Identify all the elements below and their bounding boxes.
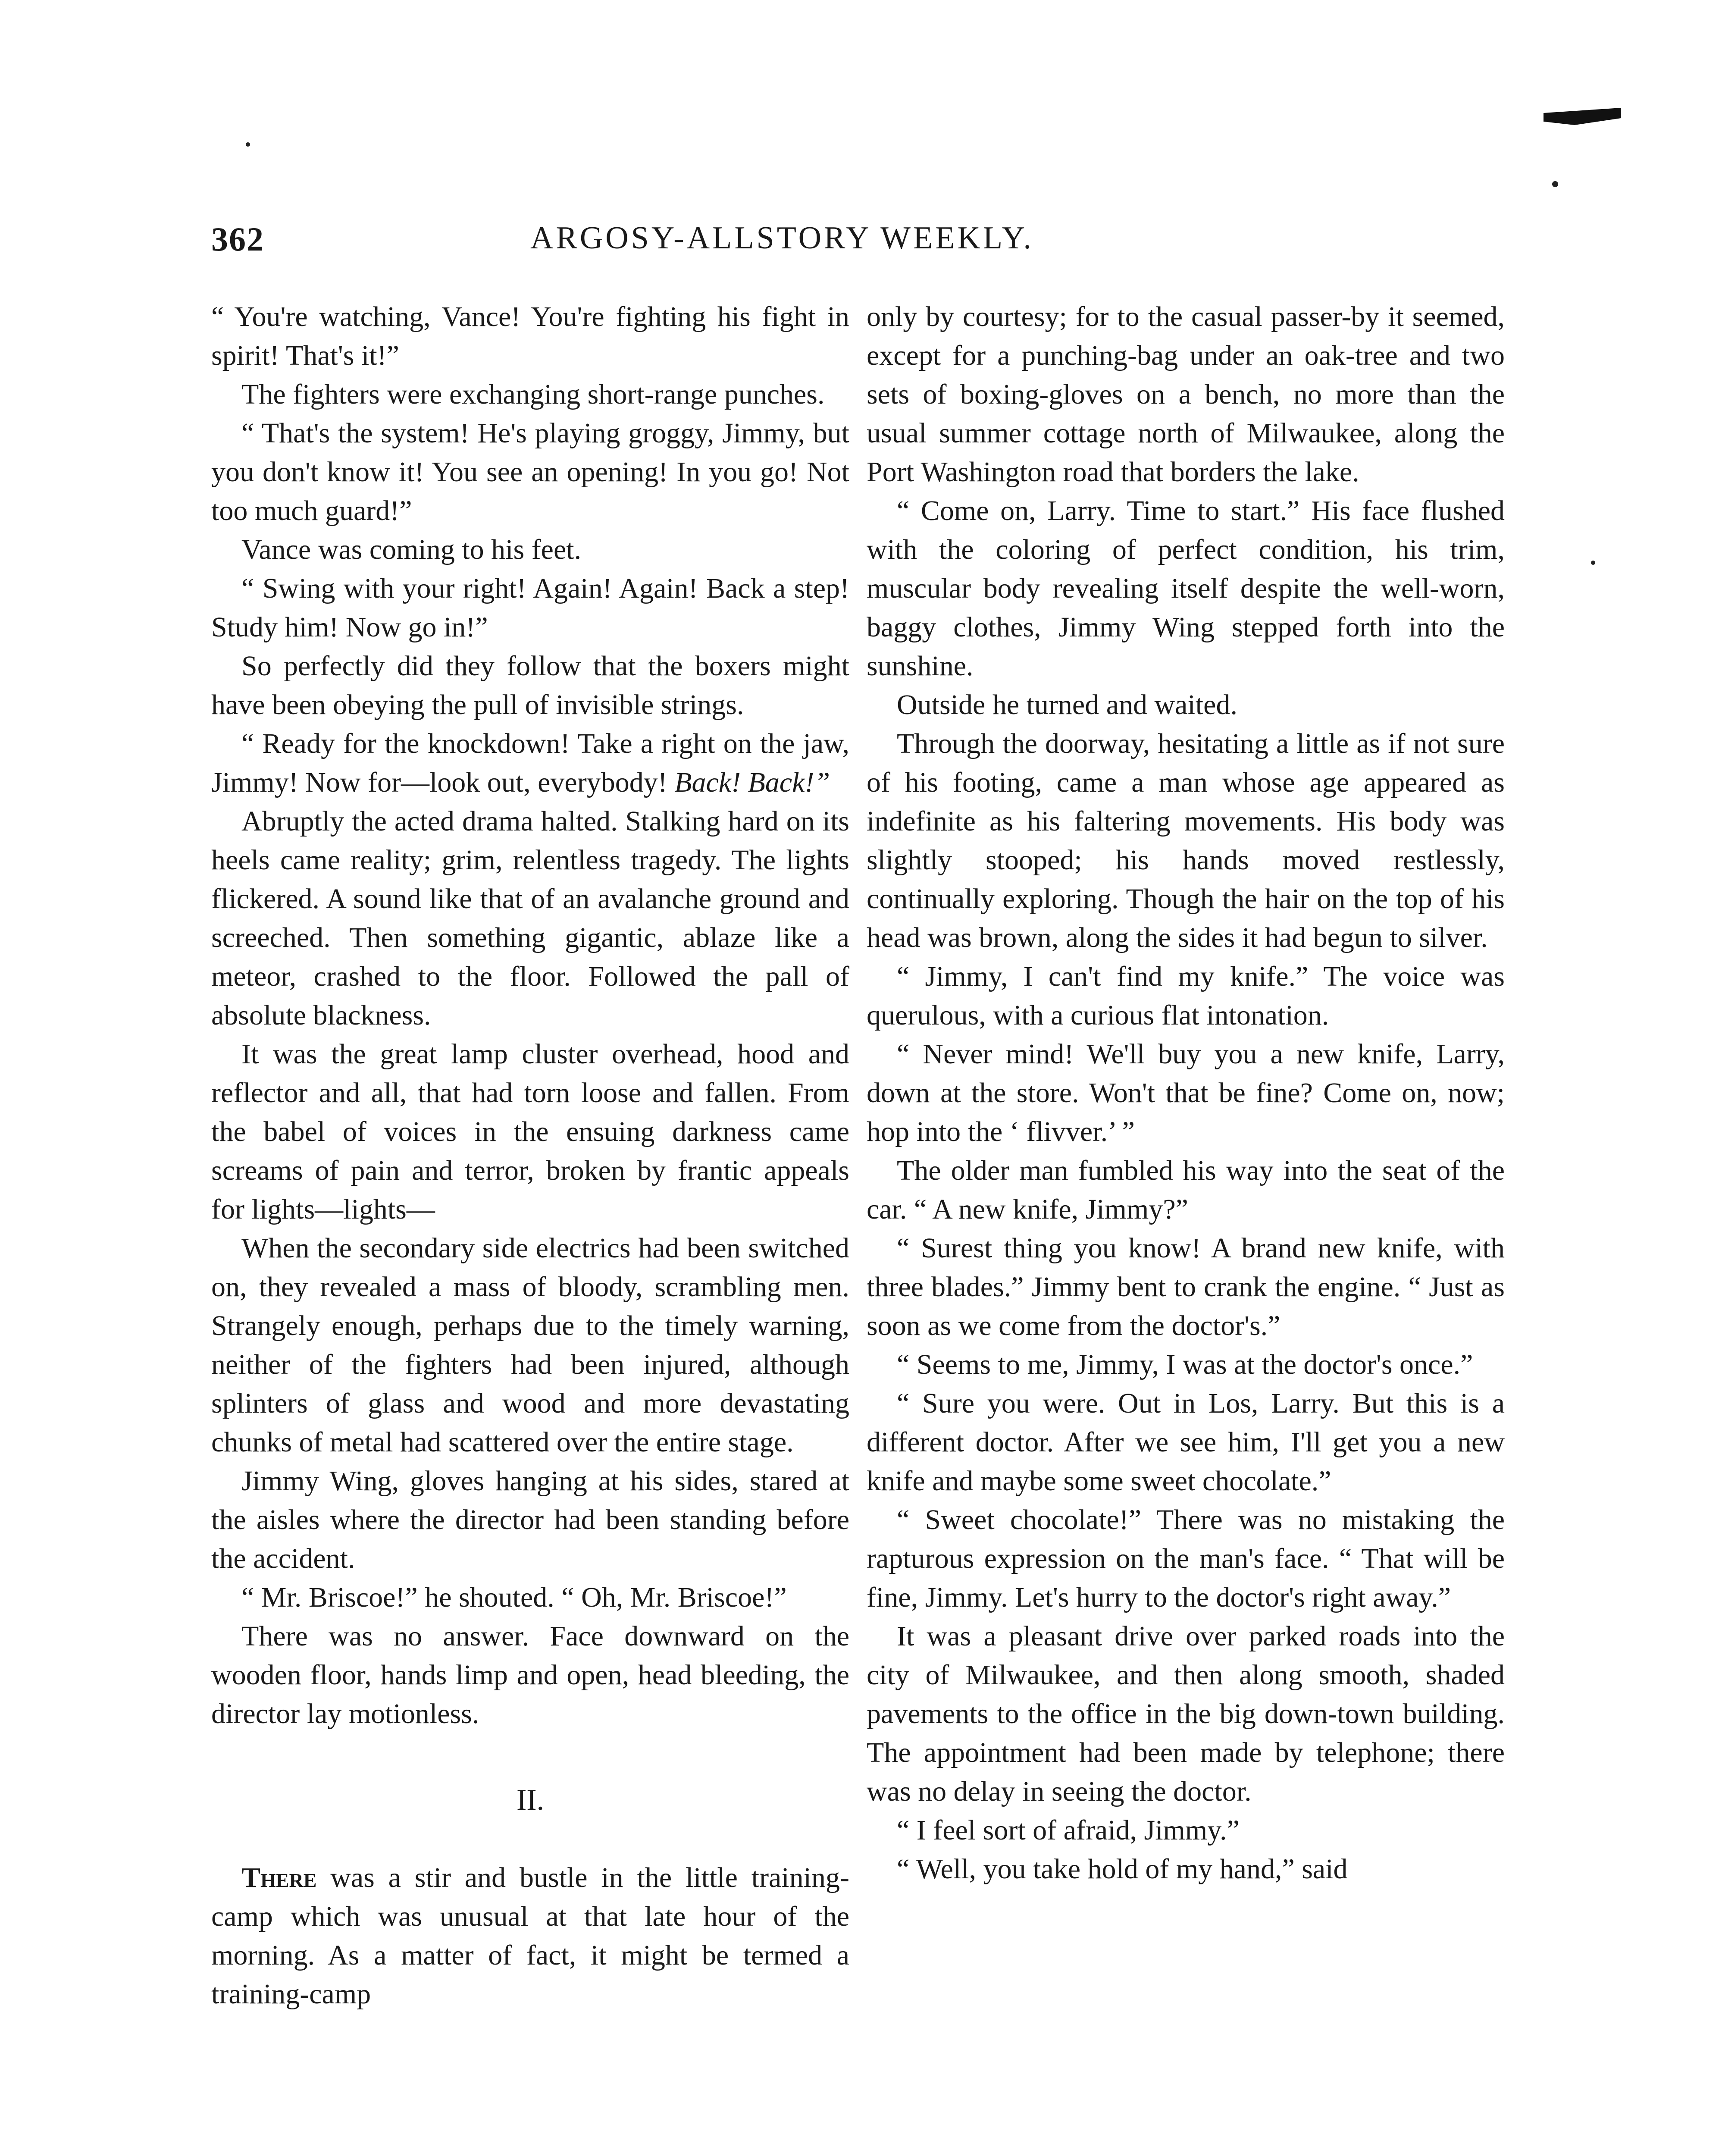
paragraph: “ Well, you take hold of my hand,” said (897, 1853, 1348, 1885)
paragraph: Jimmy Wing, gloves hanging at his sides, stared at the aisles where the director had been standing before the accident. (211, 1465, 849, 1574)
paragraph: “ Sweet chocolate!” There was no mistaking the rapturous expression on the man's face. “ That will be fine, Jimmy. Let's hurry to the doctor's right away.” (867, 1504, 1505, 1613)
paragraph: Abruptly the acted drama halted. Stalking hard on its heels came reality; grim, relentless tragedy. The lights flickered. A sound like that of an avalanche ground and screeched. Then something gigantic, ablaze like a meteor, crashed to the floor. Followed the pall of absolute blackness. (211, 805, 849, 1031)
paragraph-text: “ Ready for the knockdown! Take a right on the jaw, Jimmy! Now for—look out, everybody! (211, 728, 849, 798)
paragraph: It was a pleasant drive over parked roads into the city of Milwaukee, and then along smooth, shaded pavements to the office in the big down-town building. The appointment had been made by telephone; there was no delay in seeing the doctor. (867, 1620, 1505, 1807)
ink-speck (246, 142, 250, 147)
ink-speck (1591, 561, 1595, 565)
paragraph: “ That's the system! He's playing groggy, Jimmy, but you don't know it! You see an opening! In you go! Not too much guard!” (211, 417, 849, 526)
paragraph: It was the great lamp cluster overhead, hood and reflector and all, that had torn loose and fallen. From the babel of voices in the ensuing darkness came screams of pain and terror, broken by frantic appeals for lights—lights— (211, 1038, 849, 1225)
right-column (867, 298, 1505, 1889)
paragraph: “ Sure you were. Out in Los, Larry. But this is a different doctor. After we see him, I'll get you a new knife and maybe some sweet chocolate.” (867, 1388, 1505, 1497)
paragraph: The older man fumbled his way into the seat of the car. “ A new knife, Jimmy?” (867, 1155, 1505, 1225)
ink-speck (1552, 181, 1558, 187)
paragraph: “ Never mind! We'll buy you a new knife, Larry, down at the store. Won't that be fine? Come on, now; hop into the ‘ flivver.’ ” (867, 1038, 1505, 1147)
paragraph: “ Mr. Briscoe!” he shouted. “ Oh, Mr. Briscoe!” (241, 1582, 787, 1613)
running-head: ARGOSY-ALLSTORY WEEKLY. (530, 220, 1034, 256)
section-number: II. (516, 1783, 545, 1817)
paragraph: So perfectly did they follow that the boxers might have been obeying the pull of invisible strings. (211, 650, 849, 721)
paragraph: Vance was coming to his feet. (241, 534, 582, 565)
paragraph: Outside he turned and waited. (897, 689, 1237, 721)
paragraph: “ Jimmy, I can't find my knife.” The voice was querulous, with a curious flat intonation. (867, 961, 1505, 1031)
paragraph: “ You're watching, Vance! You're fighting his fight in spirit! That's it!” (211, 301, 849, 371)
paragraph: “ I feel sort of afraid, Jimmy.” (897, 1814, 1240, 1846)
paragraph-text: was a stir and bustle in the little training-camp which was unusual at that late hour of the morning. As a matter of fact, it might be termed a training-camp (211, 1862, 849, 2010)
page-header (211, 220, 1539, 267)
section-opening-paragraph (211, 1858, 849, 2014)
section-lead-word: There (241, 1862, 317, 1893)
paragraph-with-italic (211, 724, 849, 802)
paragraph: “ Come on, Larry. Time to start.” His face flushed with the coloring of perfect condition, his trim, muscular body revealing itself despite the well-worn, baggy clothes, Jimmy Wing stepped forth into the sunshine. (867, 495, 1505, 682)
ink-mark (1544, 108, 1621, 125)
paragraph: “ Seems to me, Jimmy, I was at the doctor's once.” (897, 1349, 1473, 1380)
paragraph: “ Surest thing you know! A brand new knife, with three blades.” Jimmy bent to crank the engine. “ Just as soon as we come from the doctor's.” (867, 1232, 1505, 1341)
left-column (211, 298, 849, 2014)
paragraph: When the secondary side electrics had been switched on, they revealed a mass of bloody, scrambling men. Strangely enough, perhaps due to the timely warning, neither of the fighters had been injured, although splinters of glass and wood and more devastating chunks of metal had scattered over the entire stage. (211, 1232, 849, 1458)
paragraph: only by courtesy; for to the casual passer-by it seemed, except for a punching-bag under an oak-tree and two sets of boxing-gloves on a bench, no more than the usual summer cottage north of Milwaukee, along the Port Washington road that borders the lake. (867, 301, 1505, 488)
page-number: 362 (211, 220, 264, 258)
paragraph: Through the doorway, hesitating a little as if not sure of his footing, came a man whose age appeared as indefinite as his faltering movements. His body was slightly stooped; his hands moved restlessly, continually exploring. Though the hair on the top of his head was brown, along the sides it had begun to silver. (867, 728, 1505, 953)
paragraph: There was no answer. Face downward on the wooden floor, hands limp and open, head bleeding, the director lay motionless. (211, 1620, 849, 1730)
italic-exclamation: Back! Back!” (674, 767, 830, 798)
paragraph: “ Swing with your right! Again! Again! Back a step! Study him! Now go in!” (211, 573, 849, 643)
paragraph: The fighters were exchanging short-range punches. (241, 379, 825, 410)
